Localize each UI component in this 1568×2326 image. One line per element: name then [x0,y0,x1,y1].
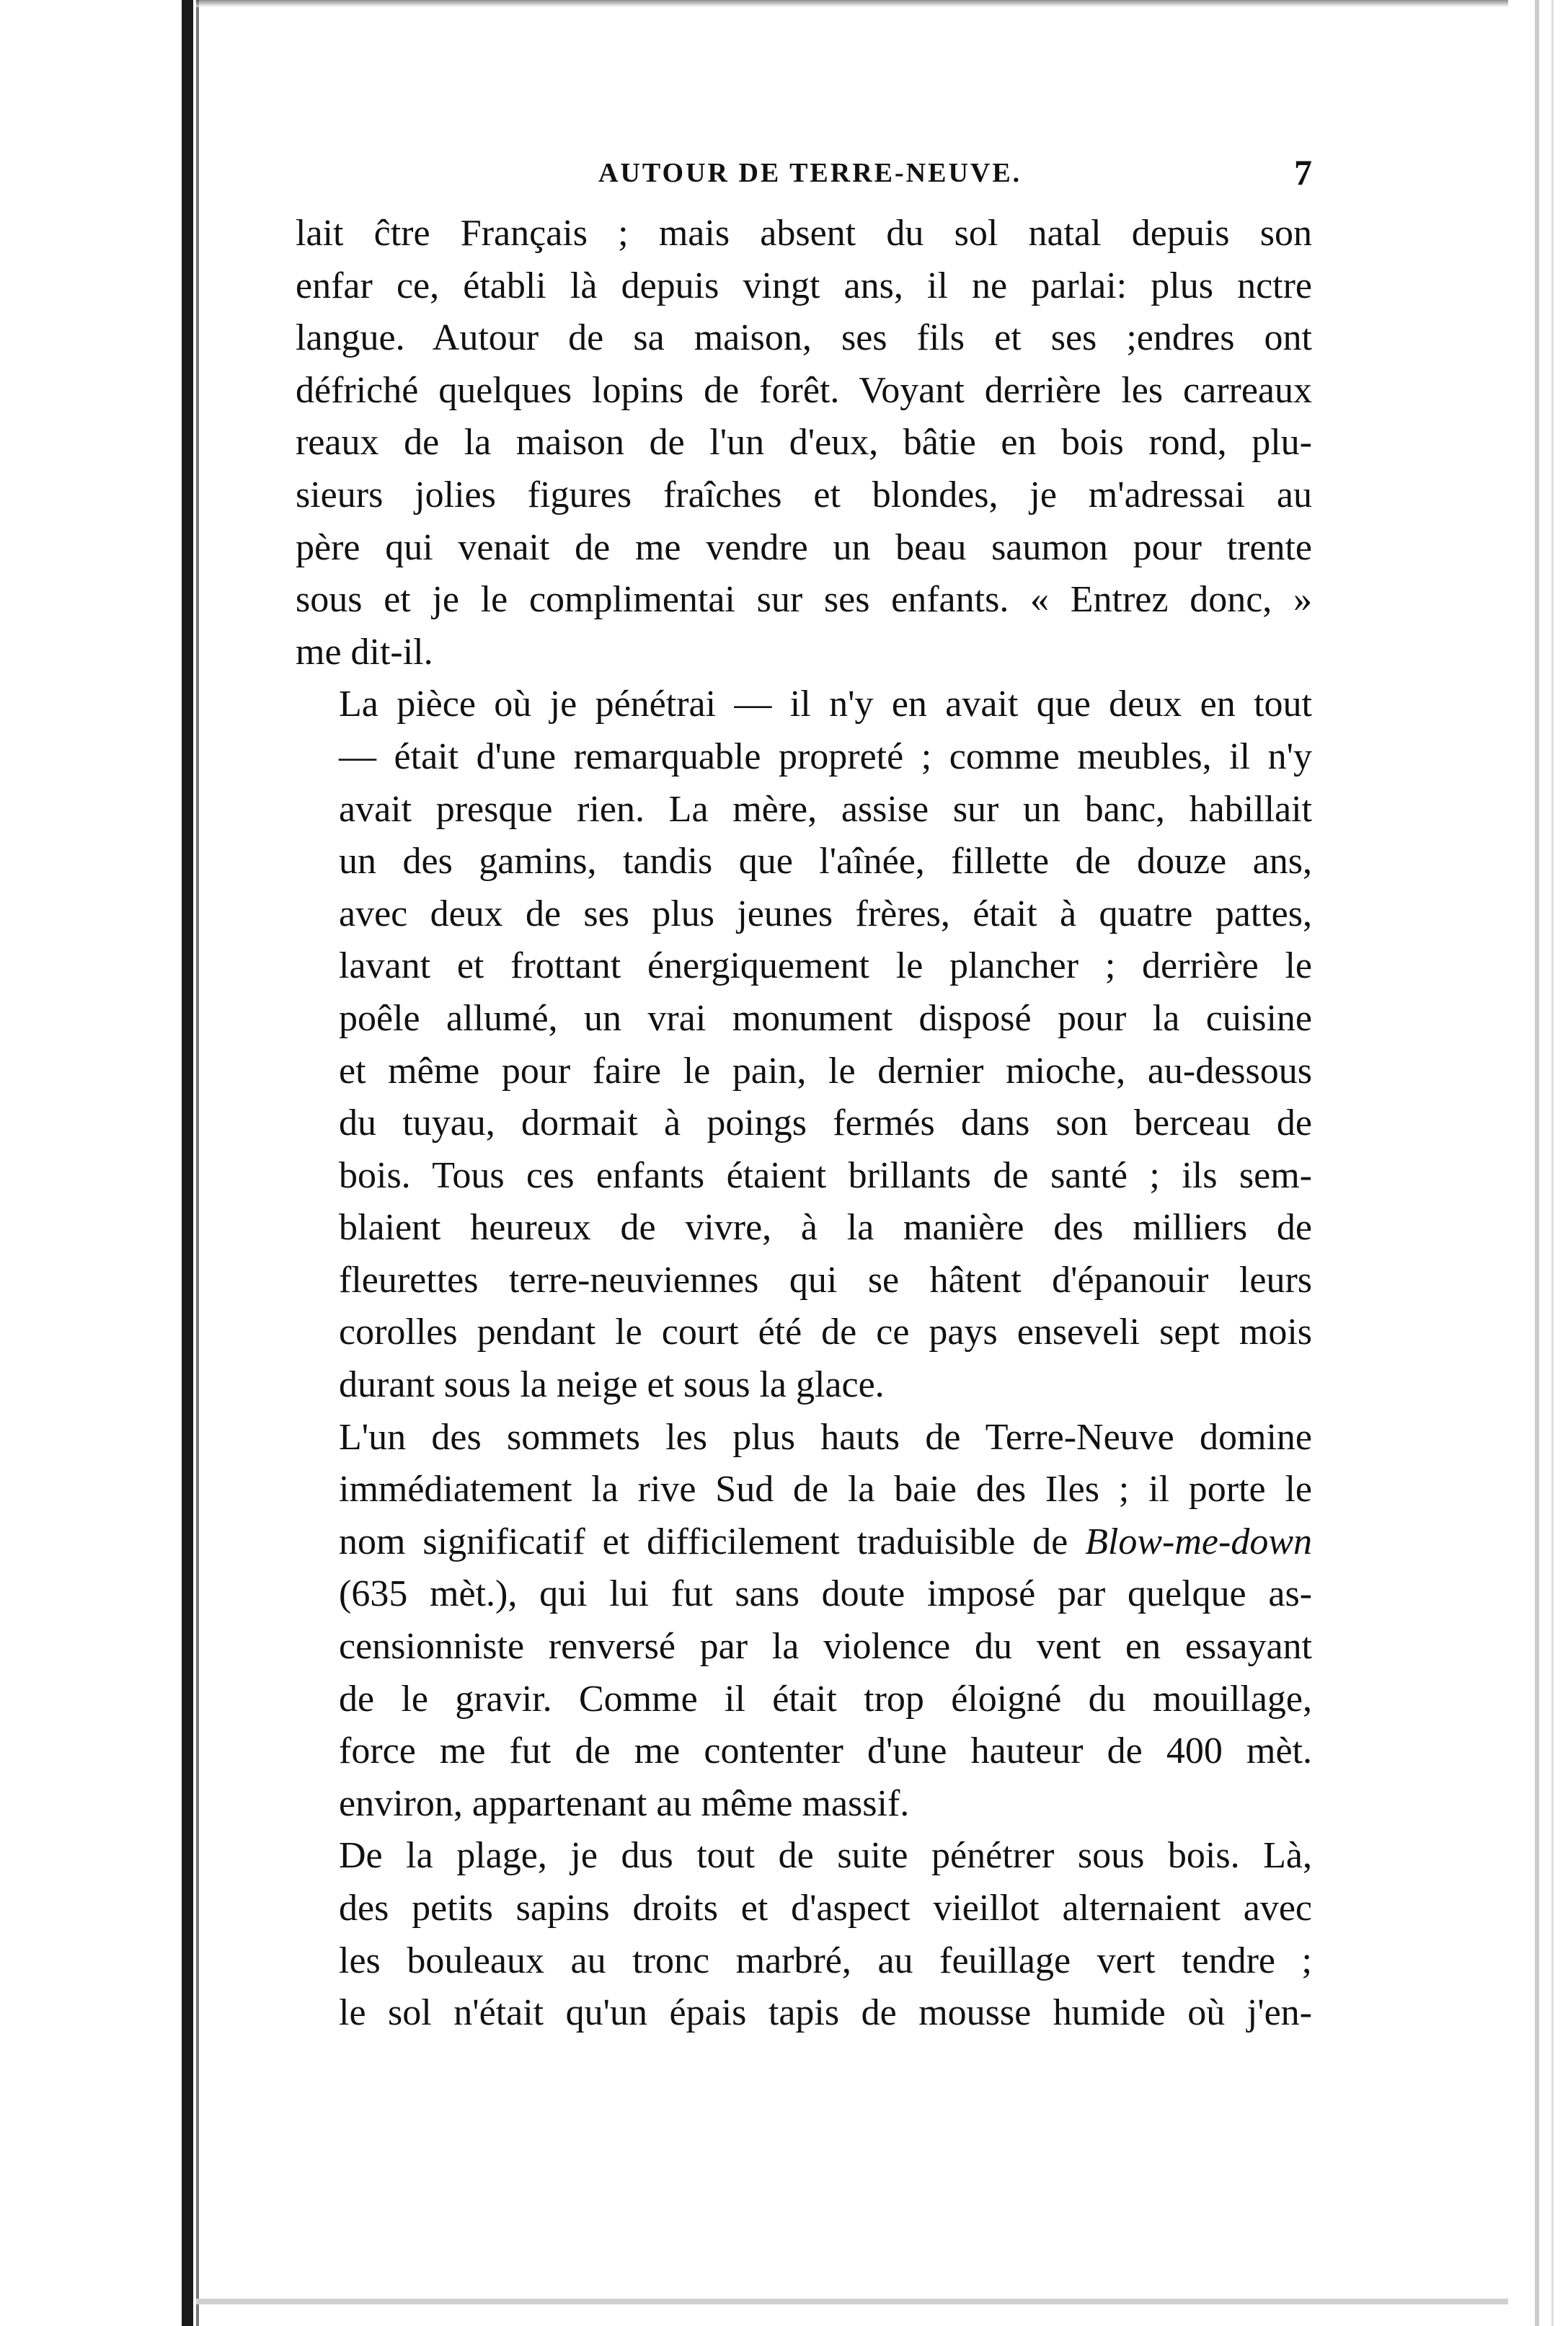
text-line: et même pour faire le pain, le dernier mioche, au-dessous [339,1050,1312,1092]
text-line: environ, appartenant au même massif. [339,1782,910,1824]
text-line: avec deux de ses plus jeunes frères, était à quatre pattes, [339,893,1312,934]
text-line: le sol n'était qu'un épais tapis de mousse humide où j'en- [339,1992,1312,2034]
text-line: avait presque rien. La mère, assise sur un banc, habillait [339,788,1312,830]
text-line: enfar ce, établi là depuis vingt ans, il ne parlai: plus nctre [296,265,1312,306]
text-fragment: nom significatif et difficilement traduisible de [339,1521,1086,1562]
text-line: reaux de la maison de l'un d'eux, bâtie en bois rond, plu- [296,422,1312,464]
text-line: force me fut de me contenter d'une hauteur de 400 mèt. [339,1730,1312,1772]
paragraph-1 [296,208,1312,678]
text-line: L'un des sommets les plus hauts de Terre-Neuve domine [339,1416,1312,1458]
page-right-edge-outer [1551,0,1554,2326]
page-top-edge [196,0,1508,7]
text-line: défriché quelques lopins de forêt. Voyant derrière les carreaux [296,369,1312,411]
text-line: censionniste renversé par la violence du vent en essayant [339,1626,1312,1668]
page-header [288,151,1312,195]
text-line: des petits sapins droits et d'aspect vieillot alternaient avec [339,1888,1312,1929]
text-line: du tuyau, dormait à poings fermés dans son berceau de [339,1102,1312,1144]
book-spine-shadow [182,0,193,2326]
text-line: De la plage, je dus tout de suite pénétrer sous bois. Là, [339,1835,1312,1877]
italic-term: Blow-me-down [1085,1521,1312,1562]
text-line: sous et je le complimentai sur ses enfants. « Entrez donc, » [296,579,1312,621]
text-line: me dit-il. [296,631,433,673]
text-line: les bouleaux au tronc marbré, au feuillage vert tendre ; [339,1940,1312,1981]
text-line: durant sous la neige et sous la glace. [339,1364,885,1406]
running-title: AUTOUR DE TERRE-NEUVE. [598,158,1022,188]
page-right-edge [1535,0,1539,2326]
paragraph-3 [296,1412,1312,1831]
text-line: bois. Tous ces enfants étaient brillants de santé ; ils sem- [339,1154,1312,1196]
text-line: — était d'une remarquable propreté ; comme meubles, il n'y [339,735,1312,777]
text-line: langue. Autour de sa maison, ses fils et ses ;endres ont [296,317,1312,359]
body-text [296,208,1312,2040]
text-line: sieurs jolies figures fraîches et blondes, je m'adressai au [296,474,1312,516]
page-bottom-edge [196,2299,1508,2304]
text-line: lait ĉtre Français ; mais absent du sol natal depuis son [296,213,1312,254]
text-line: de le gravir. Comme il était trop éloigné du mouillage, [339,1678,1312,1720]
binding-gutter [0,0,180,2326]
text-line: immédiatement la rive Sud de la baie des Iles ; il porte le [339,1469,1312,1511]
text-line: blaient heureux de vivre, à la manière des milliers de [339,1207,1312,1249]
book-spine-edge [196,0,199,2326]
text-line: La pièce où je pénétrai — il n'y en avait que deux en tout [339,684,1312,725]
text-line: poêle allumé, un vrai monument disposé pour la cuisine [339,997,1312,1039]
text-line: corolles pendant le court été de ce pays enseveli sept mois [339,1312,1312,1353]
text-line: père qui venait de me vendre un beau saumon pour trente [296,526,1312,568]
text-line-with-italic [296,1516,1312,1569]
text-line: lavant et frottant énergiquement le plancher ; derrière le [339,945,1312,987]
text-line: (635 mèt.), qui lui fut sans doute imposé par quelque as- [339,1573,1312,1615]
paragraph-2 [296,678,1312,1411]
text-line: un des gamins, tandis que l'aînée, fillette de douze ans, [339,841,1312,883]
paragraph-4 [296,1830,1312,2039]
text-line: fleurettes terre-neuviennes qui se hâtent d'épanouir leurs [339,1259,1312,1301]
page-number: 7 [1294,152,1312,193]
